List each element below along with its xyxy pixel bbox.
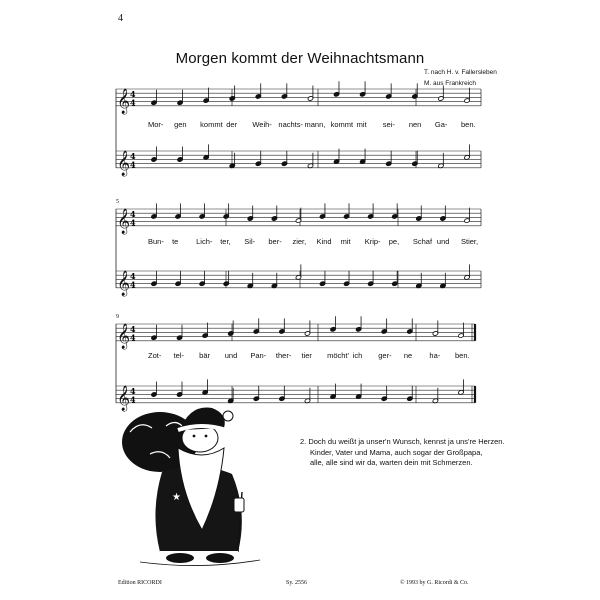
accompaniment-note <box>175 271 181 287</box>
time-signature: 4 <box>130 88 136 99</box>
treble-clef-icon: 𝄞 <box>117 88 131 114</box>
measure-number: 5 <box>116 199 119 205</box>
accompaniment-note <box>458 379 464 395</box>
accompaniment-note <box>386 151 392 167</box>
accompaniment-note <box>151 147 157 163</box>
santa-boot <box>166 553 194 563</box>
melody-note <box>202 323 208 339</box>
melody-note <box>381 318 387 334</box>
lyric-syllable: tier <box>301 351 312 360</box>
treble-clef-icon: 𝄞 <box>117 323 131 349</box>
melody-note <box>279 318 285 334</box>
lyric-syllable: Kind <box>316 237 332 246</box>
time-signature: 4 <box>130 150 136 161</box>
staff <box>116 88 481 114</box>
verse-line: alle, alle sind wir da, warten dein mit Schmerzen. <box>310 458 473 467</box>
melody-note <box>386 83 392 99</box>
lyric-syllable: tel- <box>173 351 185 360</box>
staff <box>116 150 481 176</box>
lyric-syllable: ha- <box>429 351 441 360</box>
lantern-icon <box>234 498 244 512</box>
melody-note <box>253 318 259 334</box>
time-signature: 4 <box>130 270 136 281</box>
lyric-syllable: pe, <box>388 237 400 246</box>
lyric-syllable: Sil- <box>244 237 256 246</box>
accompaniment-note <box>407 386 413 402</box>
verse-line: Kinder, Vater und Mama, auch sogar der Großpapa, <box>310 447 483 457</box>
lyric-syllable: Bun- <box>148 237 164 246</box>
santa-eye <box>193 435 196 438</box>
lyric-syllable: ben. <box>455 351 470 360</box>
lyric-syllable: Zot- <box>148 351 162 360</box>
melody-note <box>344 203 350 219</box>
lyric-syllable: zier, <box>292 237 307 246</box>
melody-note <box>255 83 261 99</box>
melody-note <box>199 203 205 219</box>
lyric-syllable: sei- <box>382 120 395 129</box>
lyric-syllable: bär <box>199 351 211 360</box>
accompaniment-note <box>381 386 387 402</box>
accompaniment-note <box>464 144 470 160</box>
ground-line <box>140 560 260 566</box>
lyric-syllable: und <box>224 351 238 360</box>
song-title: Morgen kommt der Weihnachtsmann <box>175 50 425 67</box>
accompaniment-note <box>253 386 259 402</box>
lyric-syllable: ter, <box>220 237 231 246</box>
accompaniment-note <box>176 382 182 398</box>
lyric-syllable: nachts- <box>278 120 304 129</box>
lyric-syllable: Pan- <box>250 351 267 360</box>
lyric-syllable: Schaf <box>412 237 433 246</box>
melody-note <box>319 203 325 219</box>
star-icon: ★ <box>172 492 181 503</box>
accompaniment-note <box>151 382 157 398</box>
second-verse <box>300 437 505 469</box>
lyric-syllable: ne <box>403 351 413 360</box>
time-signature: 4 <box>130 385 136 396</box>
staff <box>116 323 475 349</box>
melody-note <box>464 88 470 104</box>
treble-clef-icon: 𝄞 <box>117 208 131 234</box>
lyric-syllable: und <box>436 237 450 246</box>
treble-clef-icon: 𝄞 <box>117 270 131 296</box>
lyric-syllable: ger- <box>378 351 392 360</box>
time-signature: 4 <box>130 279 136 290</box>
accompaniment-note <box>151 271 157 287</box>
time-signature: 4 <box>130 208 136 219</box>
time-signature: 4 <box>130 217 136 228</box>
lyricist-credit: T. nach H. v. Fallersleben <box>424 69 497 76</box>
accompaniment-note <box>177 147 183 163</box>
santa-eye <box>205 435 208 438</box>
verse-line: 2. Doch du weißt ja unser'n Wunsch, kennst ja uns're Herzen. <box>300 437 505 446</box>
melody-note <box>295 208 301 224</box>
lyric-syllable: ben. <box>461 120 476 129</box>
lyric-syllable: Mor- <box>148 120 164 129</box>
lyric-syllable: Weih- <box>252 120 272 129</box>
melody-note <box>203 88 209 104</box>
lyric-syllable: ber- <box>268 237 282 246</box>
lyric-syllable: Lich- <box>196 237 213 246</box>
staff <box>116 385 475 411</box>
accompaniment-note <box>279 386 285 402</box>
lyric-syllable: mann, <box>304 120 326 129</box>
melody-note <box>281 83 287 99</box>
publisher-label: Edition RICORDI <box>118 580 162 586</box>
composer-credit: M. aus Frankreich <box>424 80 477 87</box>
melody-note <box>368 203 374 219</box>
accompaniment-note <box>203 144 209 160</box>
accompaniment-note <box>281 151 287 167</box>
treble-clef-icon: 𝄞 <box>117 385 131 411</box>
lyric-syllable: nen <box>408 120 422 129</box>
lyric-syllable: mit <box>340 237 351 246</box>
accompaniment-note <box>199 271 205 287</box>
lyric-syllable: der <box>226 120 238 129</box>
lyric-syllable: Ga- <box>434 120 448 129</box>
melody-note <box>458 323 464 339</box>
melody-note <box>392 203 398 219</box>
santa-boot <box>206 553 234 563</box>
accompaniment-note <box>464 264 470 280</box>
accompaniment-note <box>392 271 398 287</box>
accompaniment-note <box>202 379 208 395</box>
time-signature: 4 <box>130 332 136 343</box>
lyric-syllable: Stier, <box>461 237 479 246</box>
accompaniment-note <box>295 264 301 280</box>
accompaniment-note <box>255 151 261 167</box>
treble-clef-icon: 𝄞 <box>117 150 131 176</box>
melody-note <box>175 203 181 219</box>
lyric-syllable: te <box>172 237 179 246</box>
lyric-syllable: Krip- <box>364 237 381 246</box>
lyric-syllable: kommt <box>200 120 223 129</box>
melody-note <box>151 203 157 219</box>
time-signature: 4 <box>130 323 136 334</box>
lyric-syllable: mit <box>356 120 367 129</box>
melody-note <box>464 208 470 224</box>
time-signature: 4 <box>130 394 136 405</box>
time-signature: 4 <box>130 159 136 170</box>
hat-pompom <box>223 411 233 421</box>
accompaniment-note <box>368 271 374 287</box>
melody-note <box>407 318 413 334</box>
accompaniment-note <box>319 271 325 287</box>
time-signature: 4 <box>130 97 136 108</box>
santa-claus-illustration <box>122 407 260 565</box>
page-number: 4 <box>118 13 123 24</box>
copyright-notice: © 1993 by G. Ricordi & Co. <box>400 580 469 586</box>
measure-number: 9 <box>116 314 119 320</box>
lyric-syllable: kommt <box>330 120 354 129</box>
melody-note <box>412 83 418 99</box>
lyric-syllable: ther- <box>275 351 292 360</box>
lyric-syllable: ich <box>352 351 363 360</box>
lyric-syllable: möcht' <box>327 351 349 360</box>
lyric-syllable: gen <box>174 120 187 129</box>
accompaniment-note <box>344 271 350 287</box>
catalog-number: Sy. 2556 <box>286 580 307 586</box>
accompaniment-note <box>412 151 418 167</box>
staff <box>116 270 481 296</box>
